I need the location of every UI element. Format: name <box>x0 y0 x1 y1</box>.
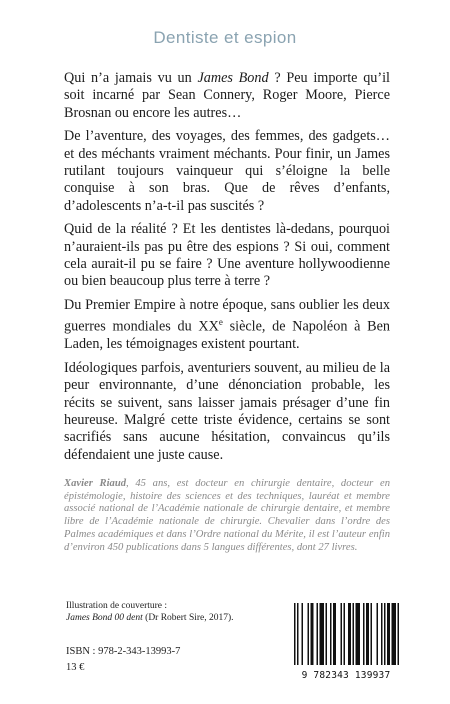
author-name: Xavier Riaud <box>64 478 127 489</box>
author-bio-text: , 45 ans, est docteur en chirurgie dentaire, docteur en épistémologie, histoire des sciences et des techniques, lauréat et membre associé national de l’Académie nationale de chirurgie dentaire, et membre libre de l’Académie nationale de chirurgie. Chevalier dans l’ordre des Palmes académiques et dans l’Ordre national du Mérite, il est l’auteur enfin d’environ 450 publications dans 5 langues différentes, dont 27 livres. <box>64 478 390 553</box>
barcode-digits: 9 782343 139937 <box>301 670 391 681</box>
cover-credit <box>66 601 234 624</box>
back-cover-title: Dentiste et espion <box>153 28 297 47</box>
blurb-paragraph-3: Quid de la réalité ? Et les dentistes là-dedans, pourquoi n’auraient-ils pas pu être des espions ? Si oui, comment cela aurait-il pu se faire ? Une aventure hollywoodienne ou bien beaucoup plus terre à terre ? <box>64 221 390 290</box>
isbn-block <box>66 644 180 676</box>
film-title: James Bond <box>197 70 269 86</box>
author-bio <box>64 478 390 554</box>
price: 13 € <box>66 662 85 673</box>
cover-credit-work: James Bond 00 dent (Dr Robert Sire, 2017). <box>66 612 234 623</box>
isbn: ISBN : 978-2-343-13993-7 <box>66 646 181 657</box>
blurb-paragraph-1: Qui n’a jamais vu un James Bond ? Peu importe qu’il soit incarné par Sean Connery, Roger Moore, Pierce Brosnan ou encore les autres… <box>64 70 391 121</box>
barcode-bars <box>290 601 402 669</box>
blurb-paragraph-5: Idéologiques parfois, aventuriers souvent, au milieu de la peur environnante, d’une dénonciation probable, les récits se suivent, sans laisser jamais présager d’une fin heureuse. Malgré cette triste évidence, certains se sont sacrifiés sans aucune hésitation, convaincus qu’ils défendaient une juste cause. <box>64 359 390 463</box>
blurb-paragraph-4: Du Premier Empire à notre époque, sans oublier les deux guerres mondiales du XXe siècle, de Napoléon à Ben Laden, les témoignages existent pourtant. <box>64 296 390 353</box>
barcode <box>290 601 402 681</box>
blurb <box>64 70 390 470</box>
cover-credit-label: Illustration de couverture : <box>66 601 168 611</box>
blurb-paragraph-2: De l’aventure, des voyages, des femmes, des gadgets… et des méchants vraiment méchants. Pour finir, un James rutilant toujours vainqueur qui s’éloigne la belle conquise à son bras. Que de rêves d’enfants, d’adolescents n’a-t-il pas suscités ? <box>64 128 390 214</box>
